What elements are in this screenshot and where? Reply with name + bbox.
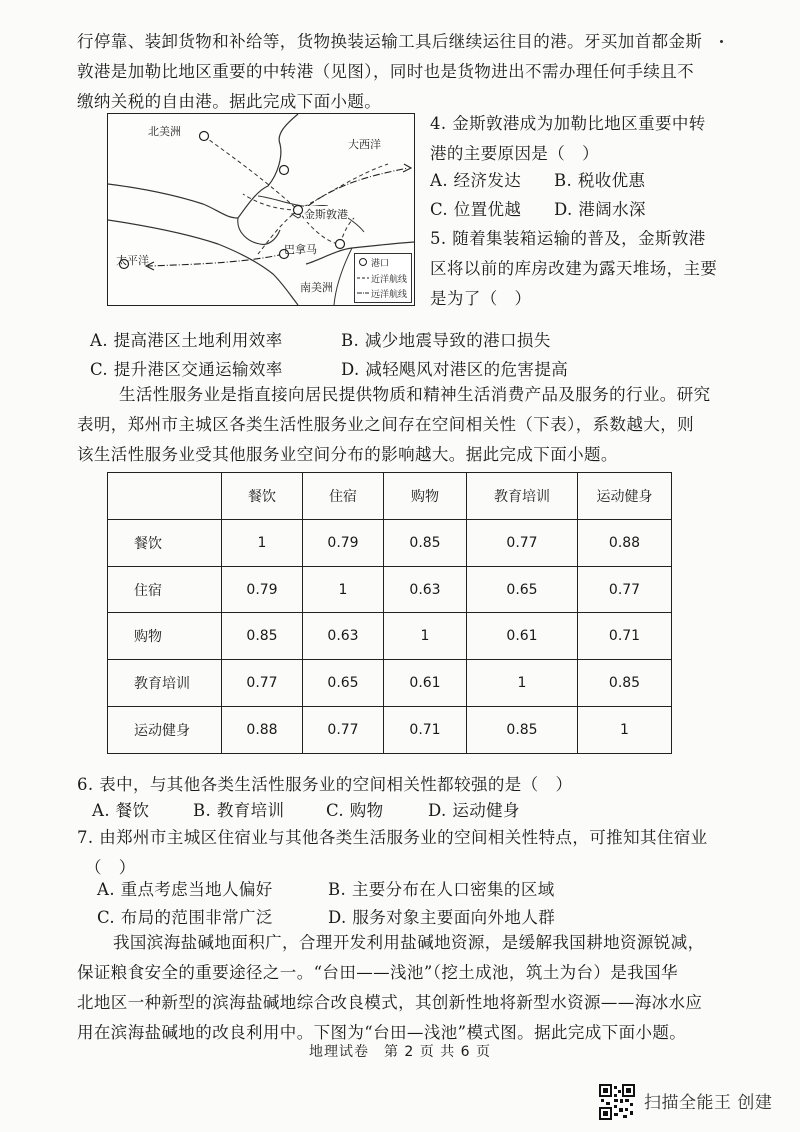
- table-cell: 1: [303, 566, 384, 613]
- question-stem: 是为了（ ）: [430, 289, 532, 308]
- table-header: 运动健身: [578, 473, 672, 520]
- table-cell: 0.77: [222, 660, 303, 707]
- table-cell: 0.65: [303, 660, 384, 707]
- row-label: 餐饮: [108, 519, 222, 566]
- map-legend: [354, 253, 412, 303]
- option[interactable]: C. 购物: [326, 801, 384, 820]
- legend-symbols: [355, 254, 371, 302]
- speck: [720, 40, 723, 43]
- table-cell: 0.88: [578, 519, 672, 566]
- option[interactable]: C. 提升港区交通运输效率: [90, 360, 283, 379]
- option[interactable]: A. 餐饮: [92, 801, 150, 820]
- table-header: 住宿: [303, 473, 384, 520]
- table-row: [108, 519, 672, 566]
- passage-line: 该生活性服务业受其他服务业空间分布的影响越大。据此完成下面小题。: [77, 445, 618, 464]
- option[interactable]: D. 运动健身: [428, 801, 520, 820]
- table-cell: 0.85: [384, 519, 467, 566]
- question-stem: 5. 随着集装箱运输的普及，金斯敦港: [430, 229, 706, 248]
- passage-line: 保证粮食安全的重要途径之一。“台田——浅池”（挖土成池，筑土为台）是我国华: [77, 963, 678, 982]
- scanner-watermark: 扫描全能王 创建: [644, 1093, 773, 1113]
- table-row: [108, 566, 672, 613]
- label-north-america: 北美洲: [148, 125, 181, 138]
- passage-saline-land: [77, 928, 705, 1048]
- question-stem: 港的主要原因是（ ）: [430, 144, 599, 163]
- legend-near-route: 近洋航线: [371, 275, 408, 285]
- table-cell: 0.65: [467, 566, 578, 613]
- table-corner: [108, 473, 222, 520]
- label-atlantic: 大西洋: [348, 138, 381, 151]
- intro-line: 行停靠、装卸货物和补给等，货物换装运输工具后继续运往目的港。牙买加首都金斯: [77, 32, 703, 51]
- table-cell: 0.71: [384, 707, 467, 754]
- passage-line: 北地区一种新型的滨海盐碱地综合改良模式，其创新性地将新型水资源——海冰水应: [77, 993, 703, 1012]
- legend-port: 港口: [371, 259, 390, 269]
- table-cell: 0.85: [578, 660, 672, 707]
- table-cell: 0.77: [578, 566, 672, 613]
- option[interactable]: B. 减少地震导致的港口损失: [341, 331, 551, 350]
- label-south-america: 南美洲: [300, 281, 333, 294]
- option[interactable]: B. 主要分布在人口密集的区域: [328, 880, 555, 899]
- passage-line: 用在滨海盐碱地的改良利用中。下图为“台田—浅池”模式图。据此完成下面小题。: [77, 1023, 687, 1042]
- option[interactable]: A. 经济发达: [430, 171, 522, 190]
- label-kingston: 金斯敦港: [304, 208, 348, 221]
- table-cell: 0.85: [222, 613, 303, 660]
- table-cell: 0.79: [303, 519, 384, 566]
- caribbean-map: [107, 113, 415, 306]
- row-label: 住宿: [108, 566, 222, 613]
- table-cell: 1: [467, 660, 578, 707]
- correlation-table: [107, 472, 672, 754]
- table-cell: 0.61: [384, 660, 467, 707]
- table-cell: 0.71: [578, 613, 672, 660]
- table-cell: 1: [222, 519, 303, 566]
- option[interactable]: A. 提高港区土地利用效率: [90, 331, 283, 350]
- table-cell: 0.63: [384, 566, 467, 613]
- table-row: [108, 707, 672, 754]
- table-cell: 0.77: [303, 707, 384, 754]
- row-label: 购物: [108, 613, 222, 660]
- table-cell: 1: [578, 707, 672, 754]
- option[interactable]: B. 税收优惠: [554, 171, 646, 190]
- option[interactable]: C. 布局的范围非常广泛: [97, 908, 273, 927]
- label-panama: 巴拿马: [284, 243, 317, 256]
- option[interactable]: D. 服务对象主要面向外地人群: [328, 908, 556, 927]
- table-header: 教育培训: [467, 473, 578, 520]
- question-stem: 区将以前的库房改建为露天堆场，主要: [430, 259, 718, 278]
- option[interactable]: C. 位置优越: [430, 200, 522, 219]
- table-cell: 1: [384, 613, 467, 660]
- table-cell: 0.88: [222, 707, 303, 754]
- question-4: [430, 109, 706, 169]
- passage-line: 生活性服务业是指直接向居民提供物质和精神生活消费产品及服务的行业。研究: [119, 385, 711, 404]
- table-header: 购物: [384, 473, 467, 520]
- table-cell: 0.79: [222, 566, 303, 613]
- option[interactable]: D. 港阔水深: [554, 200, 646, 219]
- option[interactable]: A. 重点考虑当地人偏好: [97, 880, 273, 899]
- passage-line: 我国滨海盐碱地面积广，合理开发利用盐碱地资源，是缓解我国耕地资源锐减，: [113, 933, 705, 952]
- table-row: [108, 613, 672, 660]
- table-cell: 0.63: [303, 613, 384, 660]
- passage-line: 表明，郑州市主城区各类生活性服务业之间存在空间相关性（下表），系数越大，则: [77, 415, 695, 434]
- intro-paragraph: [77, 27, 702, 117]
- intro-line: 敦港是加勒比地区重要的中转港（见图），同时也是货物进出不需办理任何手续且不: [77, 62, 695, 81]
- table-header: 餐饮: [222, 473, 303, 520]
- row-label: 运动健身: [108, 707, 222, 754]
- label-pacific: 太平洋: [116, 254, 149, 267]
- option[interactable]: B. 教育培训: [193, 801, 285, 820]
- row-label: 教育培训: [108, 660, 222, 707]
- qr-code-icon: [599, 1084, 635, 1120]
- table-header-row: [108, 473, 672, 520]
- question-stem: （ ）: [85, 858, 136, 877]
- option[interactable]: D. 减轻飓风对港区的危害提高: [341, 360, 569, 379]
- page-footer: 地理试卷 第 2 页 共 6 页: [308, 1044, 492, 1060]
- question-stem: 7. 由郑州市主城区住宿业与其他各类生活服务业的空间相关性特点，可推知其住宿业: [77, 828, 708, 847]
- legend-far-route: 远洋航线: [371, 290, 408, 300]
- question-5: [430, 224, 717, 314]
- table-row: [108, 660, 672, 707]
- passage-service-industry: [77, 380, 711, 470]
- table-cell: 0.85: [467, 707, 578, 754]
- table-cell: 0.77: [467, 519, 578, 566]
- intro-line: 缴纳关税的自由港。据此完成下面小题。: [77, 92, 382, 111]
- question-6: 6. 表中，与其他各类生活性服务业的空间相关性都较强的是（ ）: [77, 775, 573, 794]
- question-7: [77, 823, 708, 883]
- table-cell: 0.61: [467, 613, 578, 660]
- question-stem: 4. 金斯敦港成为加勒比地区重要中转: [430, 114, 706, 133]
